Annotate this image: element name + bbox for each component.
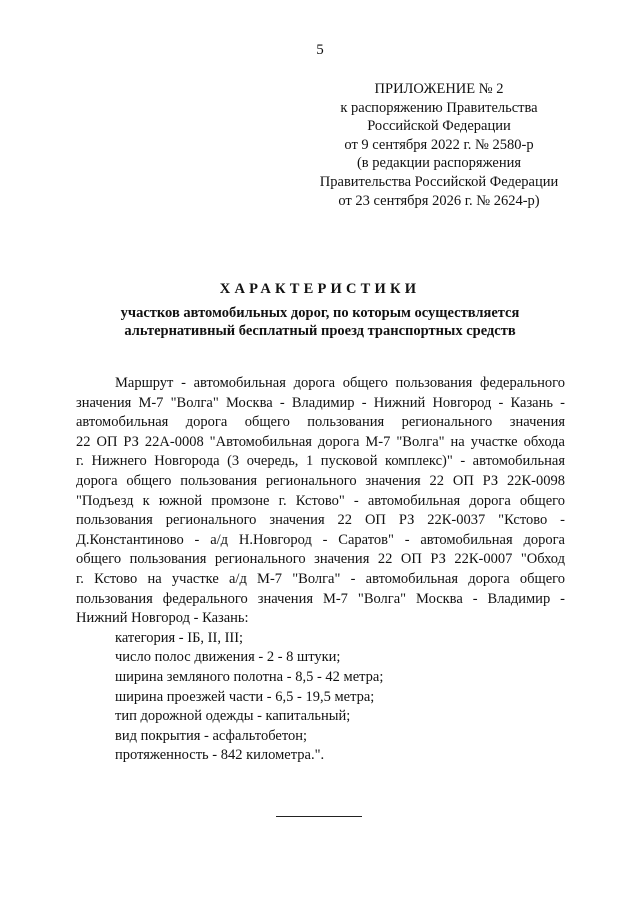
appendix-line: от 9 сентября 2022 г. № 2580-р <box>344 136 534 153</box>
subtitle-line: участков автомобильных дорог, по которым осуществляется <box>120 305 520 321</box>
appendix-title: ПРИЛОЖЕНИЕ № 2 <box>374 81 504 97</box>
appendix-line: Правительства Российской Федерации <box>319 173 559 190</box>
route-line: пользования регионального значения 22 ОП РЗ 22К-0037 "Кстово - <box>76 512 565 529</box>
route-line: 22 ОП РЗ 22А-0008 "Автомобильная дорога М-7 "Волга" на участке обхода <box>76 433 565 450</box>
route-line: общего пользования регионального значения 22 ОП РЗ 22К-0007 "Обход <box>76 551 565 568</box>
parameter-roadbed-width: ширина земляного полотна - 8,5 - 42 метра; <box>115 668 384 685</box>
route-line: автомобильная дорога общего пользования регионального значения <box>76 414 565 431</box>
route-line: значения М-7 "Волга" Москва - Владимир - Нижний Новгород - Казань - <box>76 394 565 411</box>
route-line: Маршрут - автомобильная дорога общего пользования федерального <box>115 375 565 391</box>
parameter-category: категория - IБ, II, III; <box>115 629 244 646</box>
body-text <box>76 374 565 766</box>
route-line: Нижний Новгород - Казань: <box>76 610 249 627</box>
parameter-length: протяженность - 842 километра.". <box>115 747 325 764</box>
footer-divider <box>276 816 362 817</box>
parameter-surface-type: вид покрытия - асфальтобетон; <box>115 727 308 744</box>
document-title: ХАРАКТЕРИСТИКИ <box>219 281 421 297</box>
route-line: "Подъезд к южной промзоне г. Кстово" - автомобильная дорога общего <box>76 492 565 509</box>
route-line: пользования федерального значения М-7 "Волга" Москва - Владимир - <box>76 590 565 607</box>
route-line: Д.Константиново - а/д Н.Новгород - Саратов" - автомобильная дорога <box>76 531 565 548</box>
subtitle-line: альтернативный бесплатный проезд транспортных средств <box>124 323 516 339</box>
route-line: г. Кстово на участке а/д М-7 "Волга" - автомобильная дорога общего <box>76 570 565 587</box>
appendix-line: от 23 сентября 2026 г. № 2624-р) <box>338 192 540 209</box>
parameter-pavement-type: тип дорожной одежды - капитальный; <box>115 708 351 725</box>
route-line: г. Нижнего Новгорода (3 очередь, 1 пусковой комплекс)" - автомобильная <box>76 453 565 470</box>
parameter-lanes: число полос движения - 2 - 8 штуки; <box>115 649 341 666</box>
appendix-header <box>300 80 578 210</box>
page-number: 5 <box>316 42 324 58</box>
appendix-line: Российской Федерации <box>367 118 511 135</box>
appendix-line: к распоряжению Правительства <box>340 99 538 116</box>
document-subtitle <box>80 304 560 340</box>
route-line: дорога общего пользования регионального значения 22 ОП РЗ 22К-0098 <box>76 472 565 489</box>
parameter-carriageway-width: ширина проезжей части - 6,5 - 19,5 метра; <box>115 688 375 705</box>
appendix-line: (в редакции распоряжения <box>356 155 522 172</box>
